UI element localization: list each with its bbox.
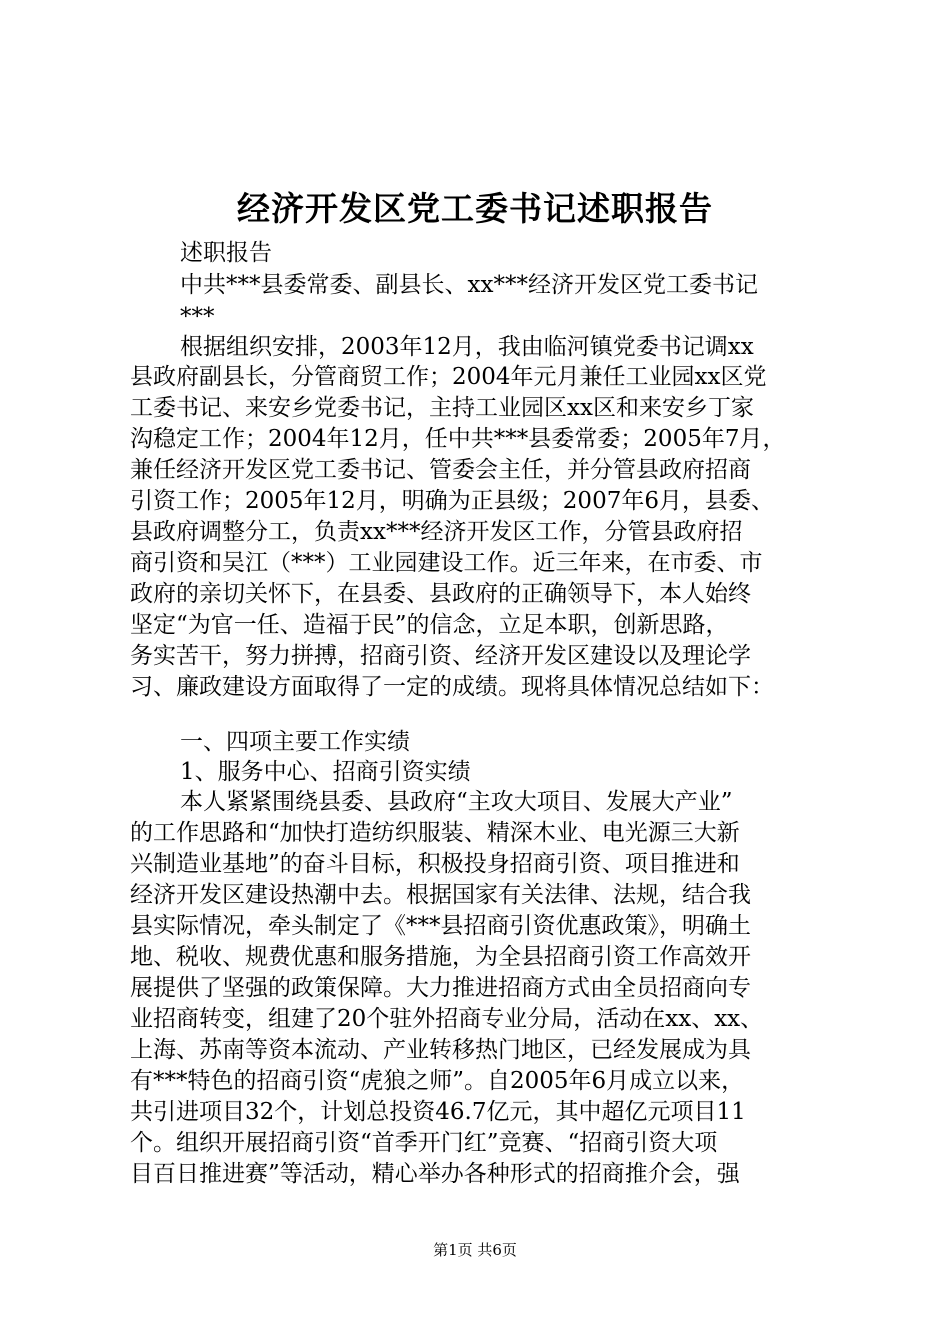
- text-line: 目百日推进赛”等活动，精心举办各种形式的招商推介会，强: [130, 1161, 740, 1187]
- text-line: 坚定“为官一任、造福于民”的信念，立足本职，创新思路，: [130, 612, 729, 638]
- text-line: 本人紧紧围绕县委、县政府“主攻大项目、发展大产业”: [180, 789, 733, 815]
- text-line: 个。组织开展招商引资“首季开门红”竞赛、“招商引资大项: [130, 1130, 718, 1156]
- text-line: 有***特色的招商引资“虎狼之师”。自2005年6月成立以来，: [130, 1068, 745, 1094]
- text-line: 经济开发区建设热潮中去。根据国家有关法律、法规，结合我: [130, 882, 751, 908]
- text-line: 的工作思路和“加快打造纺织服装、精深木业、电光源三大新: [130, 820, 740, 846]
- text-line: 政府的亲切关怀下，在县委、县政府的正确领导下，本人始终: [130, 581, 751, 607]
- text-line: 商引资和吴江（***）工业园建设工作。近三年来，在市委、市: [130, 550, 763, 576]
- section-heading: 一、四项主要工作实绩: [180, 729, 410, 755]
- text-line: 地、税收、规费优惠和服务措施，为全县招商引资工作高效开: [130, 944, 751, 970]
- text-line: 务实苦干，努力拼搏，招商引资、经济开发区建设以及理论学: [130, 643, 751, 669]
- text-line: 引资工作；2005年12月，明确为正县级；2007年6月，县委、: [130, 488, 774, 514]
- text-line: 中共***县委常委、副县长、xx***经济开发区党工委书记: [180, 272, 758, 298]
- text-line: ***: [180, 304, 215, 330]
- text-line: 兼任经济开发区党工委书记、管委会主任，并分管县政府招商: [130, 457, 751, 483]
- text-line: 展提供了坚强的政策保障。大力推进招商方式由全员招商向专: [130, 975, 751, 1001]
- text-line: 共引进项目32个，计划总投资46.7亿元，其中超亿元项目11: [130, 1099, 746, 1125]
- text-line: 述职报告: [180, 240, 272, 266]
- text-line: 县实际情况，牵头制定了《***县招商引资优惠政策》，明确土: [130, 913, 751, 939]
- text-line: 兴制造业基地”的奋斗目标，积极投身招商引资、项目推进和: [130, 851, 740, 877]
- document-title: 经济开发区党工委书记述职报告: [237, 189, 713, 228]
- page-number: 第1页 共6页: [433, 1241, 517, 1259]
- text-line: 业招商转变，组建了20个驻外招商专业分局，活动在xx、xx、: [130, 1006, 764, 1032]
- text-line: 县政府调整分工，负责xx***经济开发区工作，分管县政府招: [130, 519, 743, 545]
- text-line: 县政府副县长，分管商贸工作；2004年元月兼任工业园xx区党: [130, 364, 767, 390]
- text-line: 沟稳定工作；2004年12月，任中共***县委常委；2005年7月，: [130, 426, 786, 452]
- text-line: 工委书记、来安乡党委书记，主持工业园区xx区和来安乡丁家: [130, 395, 754, 421]
- subsection-heading: 1、服务中心、招商引资实绩: [180, 759, 471, 785]
- text-line: 根据组织安排，2003年12月，我由临河镇党委书记调xx: [180, 334, 754, 360]
- text-line: 上海、苏南等资本流动、产业转移热门地区，已经发展成为具: [130, 1037, 751, 1063]
- text-line: 习、廉政建设方面取得了一定的成绩。现将具体情况总结如下：: [130, 674, 774, 700]
